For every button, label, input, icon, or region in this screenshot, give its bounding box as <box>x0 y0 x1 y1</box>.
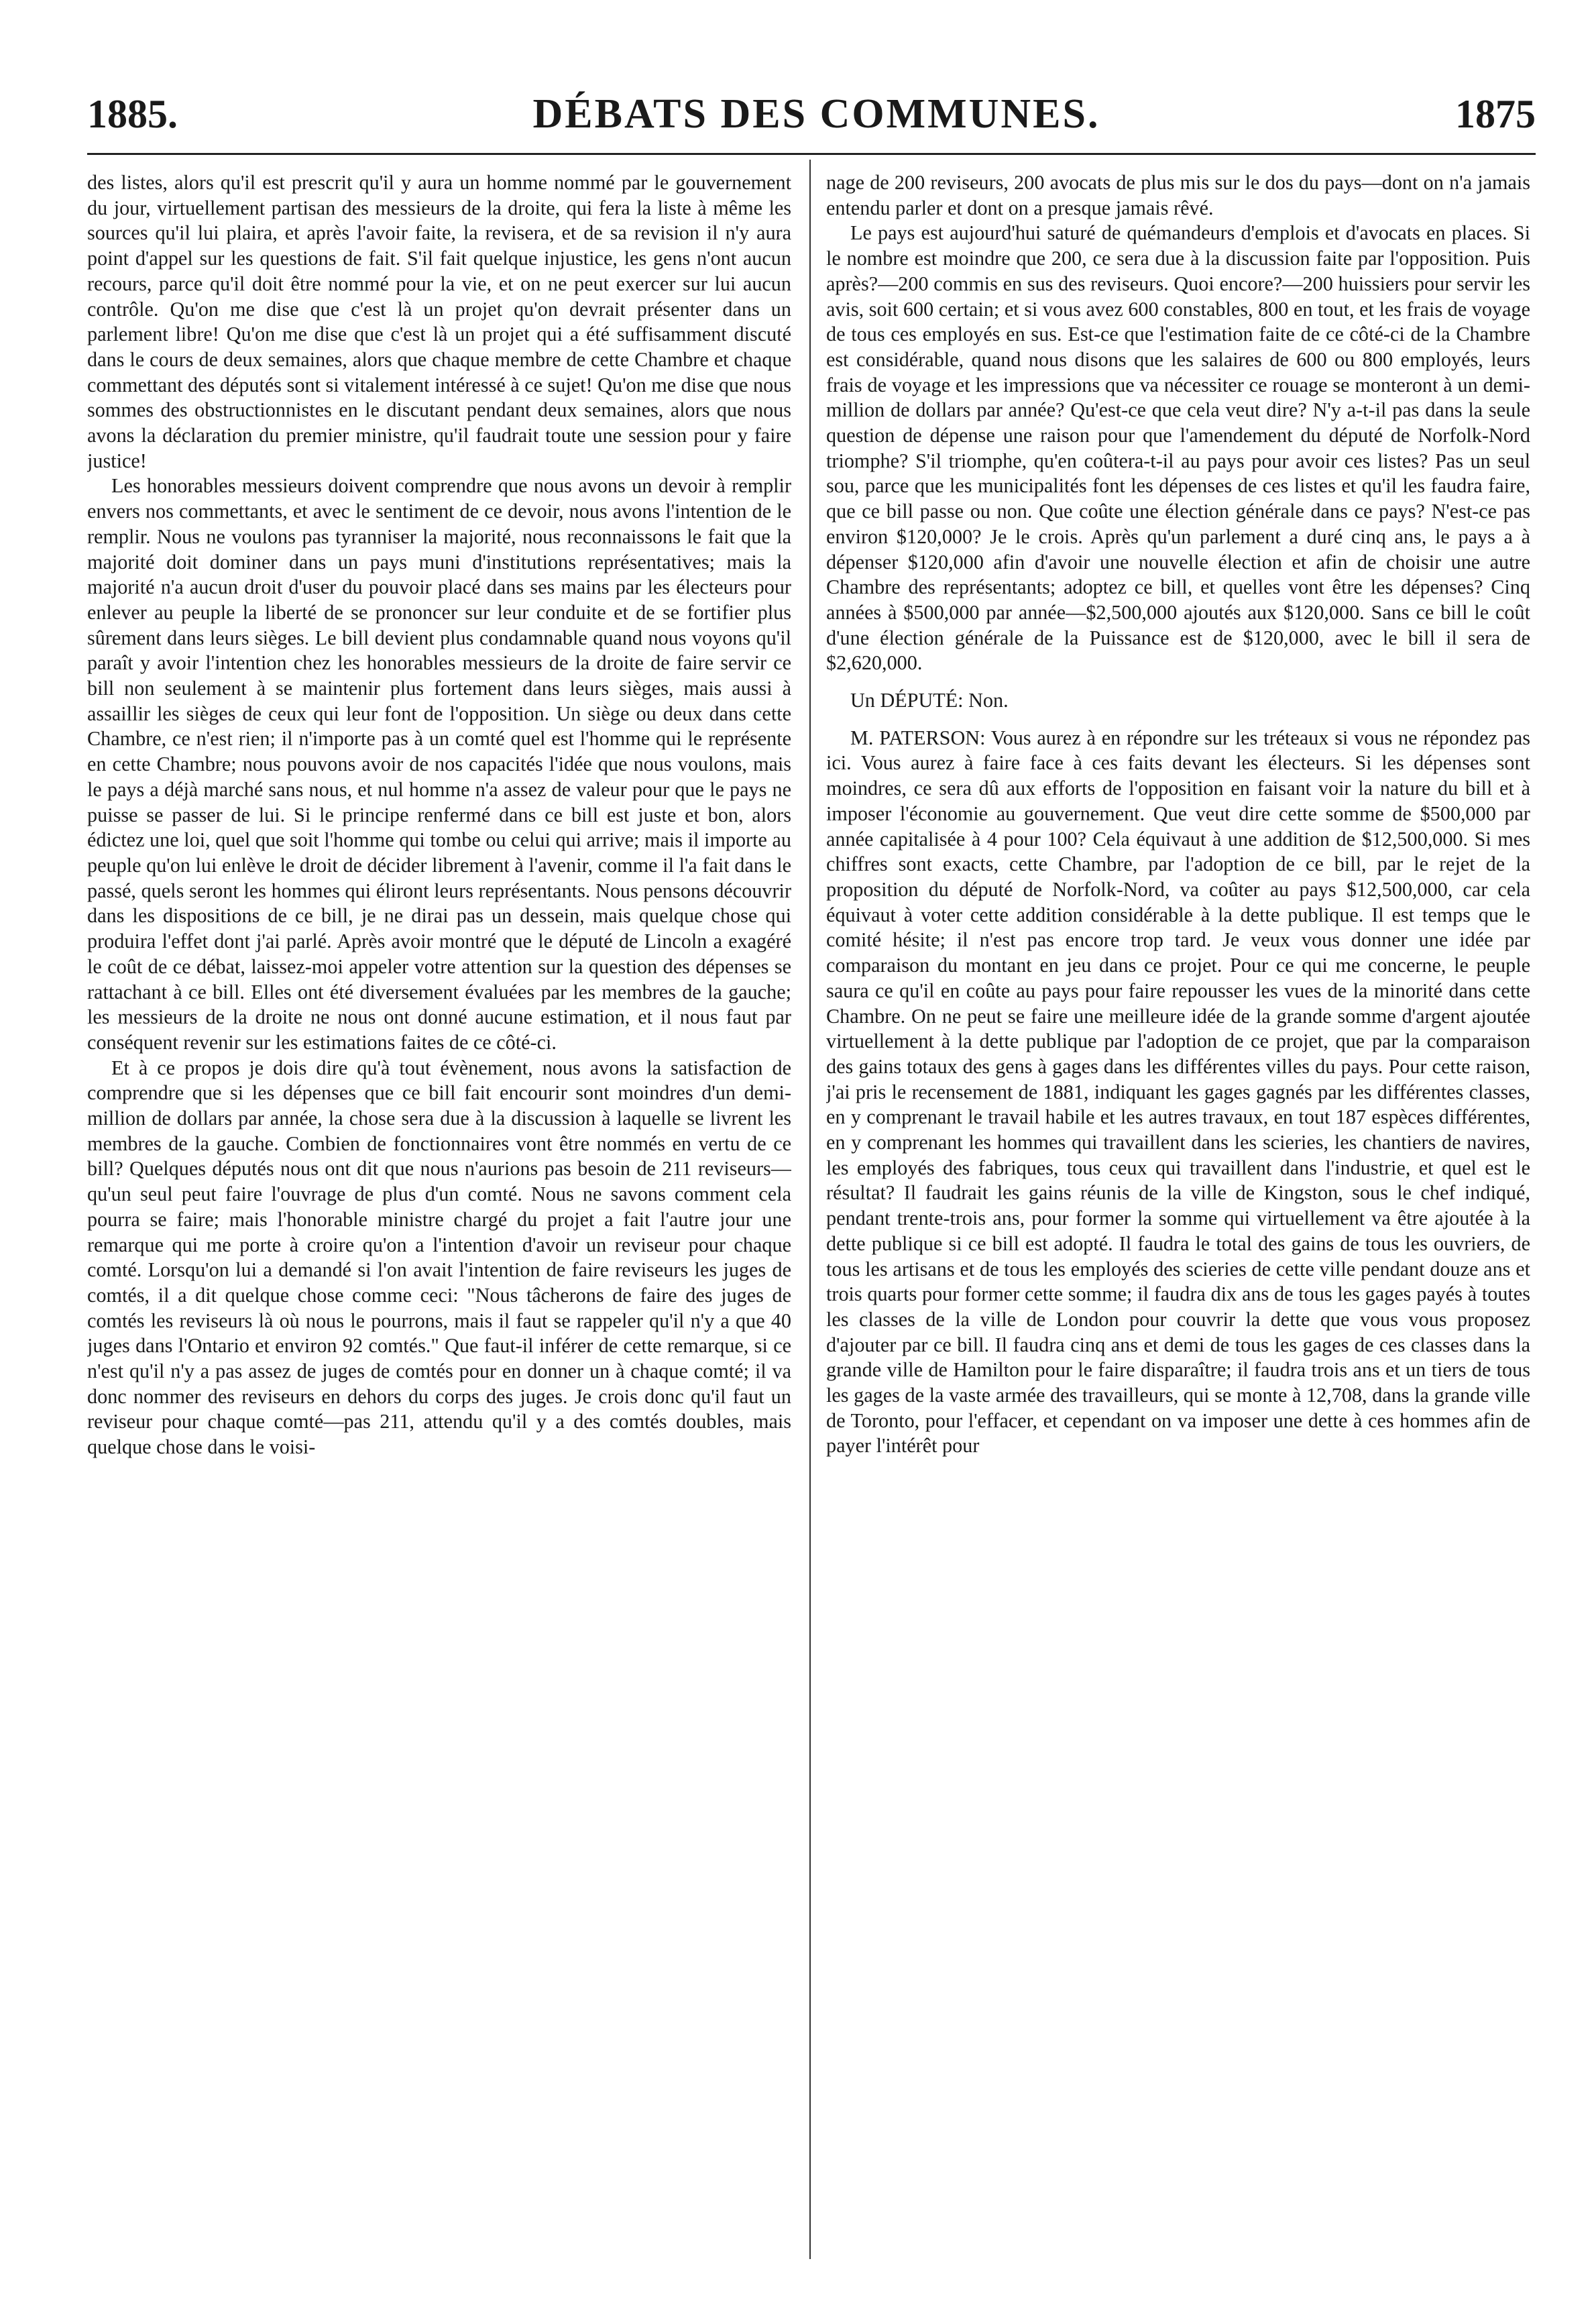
paragraph: Les honorables messieurs doivent comprendre que nous avons un devoir à remplir envers nos commettants, et avec le sentiment de ce devoir, nous avons l'intention de le remplir. Nous ne voulons pas tyranniser la majorité, nous reconnaissons le fait que la majorité doit dominer dans un pays muni d'institutions représentatives; mais la majorité n'a aucun droit d'user du pouvoir placé dans ses mains par les électeurs pour enlever au peuple la liberté de se prononcer sur leur conduite et de se fortifier plus sûrement dans leurs sièges. Le bill devient plus condamnable quand nous voyons qu'il paraît y avoir l'intention chez les honorables messieurs de la droite de faire servir ce bill non seulement à se maintenir plus fortement dans leurs sièges, mais aussi à assaillir les sièges de ceux qui leur font de l'opposition. Un siège ou deux dans cette Chambre, ce n'est rien; il n'importe pas à un comté quel est l'homme qui le représente en cette Chambre; nous pouvons avoir de nos capacités l'idée que nous voulons, mais le pays a déjà marché sans nous, et nul homme n'a assez de valeur pour que le pays ne puisse se passer de lui. Si le principe renfermé dans ce bill est juste et bon, alors édictez une loi, quel que soit l'homme qui tombe ou celui qui arrive; mais il importe au peuple qu'on lui enlève le droit de décider librement à l'avenir, comme il l'a fait dans le passé, quels seront les hommes qui éliront leurs représentants. Nous pensons découvrir dans les dispositions de ce bill, je ne dirai pas un dessein, mais quelque chose qui produira l'effet dont j'ai parlé. Après avoir montré que le député de Lincoln a exagéré le coût de ce débat, laissez-moi appeler votre attention sur la question des dépenses se rattachant à ce bill. Elles ont été diversement évaluées par les membres de la gauche; les messieurs de la droite ne nous ont donné aucune estimation, et il nous faut par conséquent revenir sur les estimations faites de ce côté-ci. <box>87 474 791 1054</box>
page-header <box>87 84 1536 144</box>
header-title: DÉBATS DES COMMUNES. <box>532 91 1100 137</box>
paragraph: Le pays est aujourd'hui saturé de quémandeurs d'emplois et d'avocats en places. Si le nombre est moindre que 200, ce sera due à la discussion faite par l'opposition. Puis après?—200 commis en sus des reviseurs. Quoi encore?—200 huissiers pour servir les avis, soit 600 certain; et si vous avez 600 constables, 800 en tout, et les frais de voyage de tous ces employés en sus. Est-ce que l'estimation faite de ce côté-ci de la Chambre est considérable, quand nous disons que les salaires de 600 ou 800 employés, leurs frais de voyage et les impressions que va nécessiter ce rouage se monteront à un demi-million de dollars par année? Qu'est-ce que cela veut dire? N'y a-t-il pas dans la seule question de dépense une raison pour que l'amendement du député de Norfolk-Nord triomphe? S'il triomphe, qu'en coûtera-t-il au pays pour avoir ces listes? Pas un seul sou, parce que les municipalités font les dépenses de ces listes et qu'il les faudra faire, que ce bill passe ou non. Que coûte une élection générale dans ce pays? N'est-ce pas environ $120,000? Je le crois. Après qu'un parlement a duré cinq ans, le pays a à dépenser $120,000 afin d'avoir une nouvelle élection et afin de choisir une autre Chambre des représentants; adoptez ce bill, et quelles vont être les dépenses? Cinq années à $500,000 par année—$2,500,000 ajoutés aux $120,000. Sans ce bill le coût d'une élection générale de la Puissance est de $120,000, avec le bill il sera de $2,620,000. <box>826 221 1530 675</box>
left-column <box>87 170 791 2256</box>
header-page-number: 1875 <box>1455 91 1536 136</box>
paragraph: des listes, alors qu'il est prescrit qu'il y aura un homme nommé par le gouvernement du jour, virtuellement partisan des messieurs de la droite, qui fera la liste à même les sources qu'il lui plaira, et après l'avoir faite, la revisera, et de sa revision il n'y aura point d'appel sur les questions de fait. S'il fait quelque injustice, les gens n'ont aucun recours, parce qu'il doit être nommé pour la vie, et on ne peut exercer sur lui aucun contrôle. Qu'on me dise que c'est là un projet qu'on devrait présenter dans un parlement libre! Qu'on me dise que c'est là un projet qui a été suffisamment discuté dans le cours de deux semaines, alors que chaque membre de cette Chambre et chaque commettant des députés sont si vitalement intéressé à ce sujet! Qu'on me dise que nous sommes des obstructionnistes en le discutant pendant deux semaines, alors que nous avons la déclaration du premier ministre, qu'il faudrait toute une session pour y faire justice! <box>87 171 791 472</box>
header-rule <box>87 153 1536 155</box>
speaker-line: Un DÉPUTÉ: Non. <box>850 689 1009 712</box>
right-column <box>826 170 1530 2256</box>
header-year: 1885. <box>87 91 178 136</box>
paragraph: nage de 200 reviseurs, 200 avocats de plus mis sur le dos du pays—dont on n'a jamais entendu parler et dont on a presque jamais rêvé. <box>826 171 1530 219</box>
column-divider <box>809 160 811 2259</box>
paragraph: M. PATERSON: Vous aurez à en répondre sur les tréteaux si vous ne répondez pas ici. Vous aurez à faire face à ces faits devant les électeurs. Si les dépenses sont moindres, ce sera dû aux efforts de l'opposition en faisant voir la nature du bill et à imposer l'économie au gouvernement. Que veut dire cette somme de $500,000 par année capitalisée à 4 pour 100? Cela équivaut à une addition de $12,500,000. Si mes chiffres sont exacts, cette Chambre, par l'adoption de ce bill, par le rejet de la proposition du député de Norfolk-Nord, va coûter au pays $12,500,000, car cela équivaut à voter cette addition considérable à la dette publique. Il est temps que le comité hésite; il n'est pas encore trop tard. Je veux vous donner une idée par comparaison du montant en jeu dans ce projet. Pour ce qui me concerne, le peuple saura ce qu'il en coûte au pays pour faire repousser les vues de la minorité dans cette Chambre. On ne peut se faire une meilleure idée de la grande somme d'argent ajoutée virtuellement à la dette publique par l'adoption de ce projet, que par la comparaison des gains totaux des gens à gages dans les différentes villes du pays. Pour cette raison, j'ai pris le recensement de 1881, indiquant les gages gagnés par les différentes classes, en y comprenant le travail habile et les autres travaux, en tout 187 espèces différentes, en y comprenant les hommes qui travaillent dans les scieries, les chantiers de navires, les employés des fabriques, tous ceux qui travaillent dans l'industrie, et quel est le résultat? Il faudrait les gains réunis de la ville de Kingston, sous le chef indiqué, pendant trente-trois ans, pour former la somme qui virtuellement va être ajoutée à la dette publique si ce bill est adopté. Il faudra le total des gains de tous les ouvriers, de tous les artisans et de tous les employés des scieries de cette ville pendant douze ans et trois quarts pour former cette somme; il faudra dix ans de tous les gages payés à toutes les classes de la ville de London pour couvrir la dette que vous vous proposez d'ajouter par ce bill. Il faudra cinq ans et demi de tous les gages de ces classes dans la grande ville de Hamilton pour le faire disparaître; il faudra trois ans et un tiers de tous les gages de la vaste armée des travailleurs, qui se monte à 12,708, dans la grande ville de Toronto, pour l'effacer, et cependant on va imposer une dette à ces hommes afin de payer l'intérêt pour <box>826 726 1530 1458</box>
paragraph: Et à ce propos je dois dire qu'à tout évènement, nous avons la satisfaction de comprendre que si les dépenses que ce bill fait encourir sont moindres d'un demi-million de dollars par année, la chose sera due à la discussion à laquelle se livrent les membres de la gauche. Combien de fonctionnaires vont être nommés en vertu de ce bill? Quelques députés nous ont dit que nous n'aurions pas besoin de 211 reviseurs—qu'un seul peut faire l'ouvrage de plus d'un comté. Nous ne savons comment cela pourra se faire; mais l'honorable ministre chargé du projet a fait l'autre jour une remarque qui me porte à croire qu'on a l'intention d'avoir un reviseur pour chaque comté. Lorsqu'on lui a demandé si l'on avait l'intention de faire reviseurs les juges de comtés, il a dit quelque chose comme ceci: "Nous tâcherons de faire des juges de comtés les reviseurs là où nous le pourrons, mais il faut se rappeler qu'il n'y a que 40 juges dans l'Ontario et environ 92 comtés." Que faut-il inférer de cette remarque, si ce n'est qu'il n'y a pas assez de juges de comtés pour en donner un à chaque comté; il va donc nommer des reviseurs en dehors du corps des juges. Je crois donc qu'il faut un reviseur pour chaque comté—pas 211, attendu qu'il y a des comtés doubles, mais quelque chose dans le voisi- <box>87 1056 791 1459</box>
